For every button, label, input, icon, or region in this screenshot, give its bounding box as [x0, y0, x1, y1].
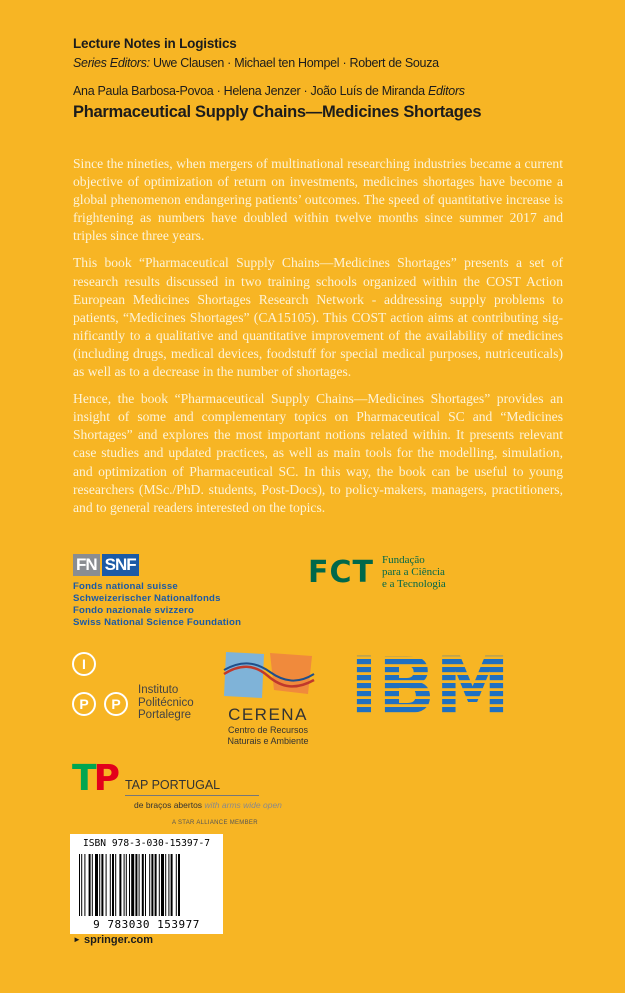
isbn-text: ISBN 978-3-030-15397-7 [82, 838, 211, 849]
tap-mark-p: P [93, 758, 117, 799]
springer-link[interactable] [73, 934, 153, 946]
fct-mark: FCT [308, 554, 374, 590]
snf-logo [73, 554, 241, 629]
ean-digits: 9 783030 153977 [93, 918, 200, 931]
tap-alliance: A STAR ALLIANCE MEMBER [172, 820, 258, 826]
series-editors-label: Series Editors: [73, 56, 150, 70]
back-cover-blurb [73, 155, 563, 526]
ipp-line: Politécnico [138, 696, 194, 709]
series-title: Lecture Notes in Logistics [73, 36, 237, 51]
tap-slogan-pt: de braços abertos [134, 800, 203, 810]
tap-slogan-en: with arms wide open [204, 800, 282, 810]
springer-url: springer.com [83, 934, 154, 946]
arrow-icon: ► [73, 935, 81, 944]
ipp-letter: I [72, 652, 96, 676]
ipp-letter: P [104, 692, 128, 716]
ipp-logo [72, 652, 194, 724]
blurb-paragraph: Hence, the book “Pharmaceutical Supply Chains—Medicines Shortages” provides an insight of some and complementary topics on Pharmaceutical SC and “Medicines Shortages” and explores the most important notions related within. It presents relevant case studies and updated practices, as well as main tools for the modelling, simulation, and optimization of Pharmaceutical SC. In this way, the book can be useful to young researchers (MSc./PhD. students, Post-Docs), to policy-makers, managers, practitioners, and to general readers interested on the topics. [73, 391, 563, 515]
ipp-line: Instituto [138, 684, 179, 696]
fct-line: e a Tecnologia [381, 578, 446, 590]
fct-line: para a Ciência [381, 566, 445, 578]
book-editors-label: Editors [427, 84, 465, 98]
book-editors [73, 84, 465, 98]
snf-line: Schweizerischer Nationalfonds [73, 593, 221, 604]
snf-mark-snf: SNF [102, 554, 139, 576]
book-title: Pharmaceutical Supply Chains—Medicines Shortages [73, 103, 482, 121]
cerena-name: CERENA [228, 705, 308, 724]
blurb-paragraph: This book “Pharmaceutical Supply Chains—Medicines Shortages” presents a set of research results discussed in two training schools organized within the COST Action European Medicines Shortages Research Network - addressing supply problems to patients, “Medicines Shortages” (CA15105). This COST action aims at contributing significantly to a qualitative and quantitative improvement of the availability of medicines (including drugs, medical devices, foodstuff for special medical purposes, nutriceuticals) as well as to a decrease in the number of shortages. [73, 255, 563, 380]
book-editors-names: Ana Paula Barbosa-Povoa · Helena Jenzer · João Luís de Miranda [73, 84, 425, 98]
series-editors [73, 56, 439, 70]
series-editors-names: Uwe Clausen · Michael ten Hompel · Robert de Souza [152, 56, 439, 70]
tap-slogan [134, 800, 282, 810]
ipp-line: Portalegre [138, 709, 192, 721]
tap-mark-t: T [72, 758, 94, 799]
cerena-line: Centro de Recursos [227, 725, 309, 735]
snf-line: Fonds national suisse [73, 581, 178, 592]
ibm-logo [349, 651, 511, 715]
tap-logo [72, 758, 282, 826]
blurb-paragraph: Since the nineties, when mergers of multinational researching industries became a current objective of optimization of return on investments, medicines shortages have become a global phenomenon endangering patients’ outcomes. The speed of quantitative increase is frightening as numbers have doubled within twelve months since summer 2017 and triples since three years. [73, 156, 563, 244]
snf-line: Swiss National Science Foundation [73, 617, 242, 628]
tap-mark [72, 758, 117, 799]
cerena-line: Naturais e Ambiente [227, 736, 309, 746]
cerena-emblem-icon [220, 650, 316, 702]
snf-line: Fondo nazionale svizzero [73, 605, 195, 616]
barcode-bars-icon [79, 854, 214, 916]
fct-line: Fundação [381, 554, 425, 566]
cerena-logo [220, 650, 316, 747]
snf-mark-fn: FN [73, 554, 100, 576]
ipp-letter: P [72, 692, 96, 716]
fct-logo [308, 554, 446, 590]
ibm-mark: IBM [350, 651, 510, 715]
tap-name: TAP PORTUGAL [125, 778, 259, 796]
isbn-barcode [70, 834, 223, 934]
